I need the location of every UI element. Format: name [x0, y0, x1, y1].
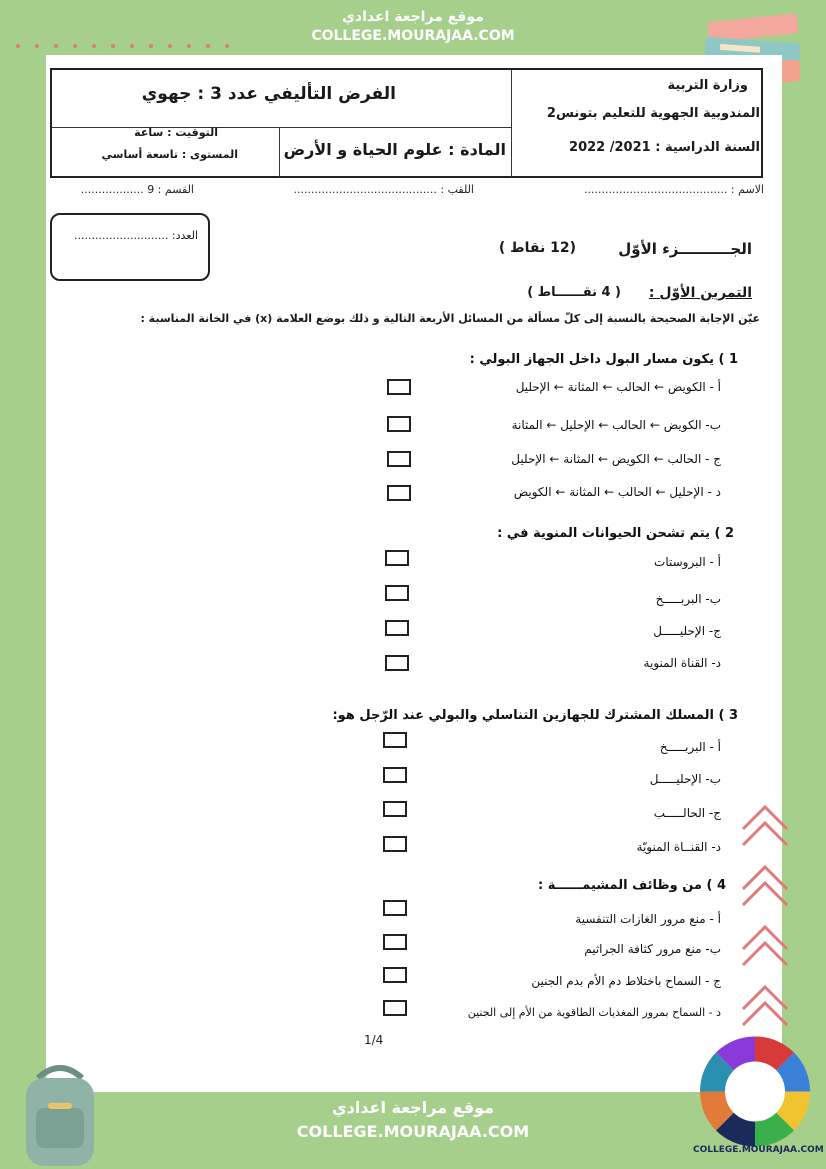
question-2-title: 2 ) يتم تشحن الحيوانات المنوية في :	[497, 526, 734, 541]
question-2-checkbox-c[interactable]	[385, 620, 409, 636]
question-1-title: 1 ) يكون مسار البول داخل الجهاز البولي :	[469, 352, 738, 367]
question-2-option-c: ج- الإحليـــــل	[653, 624, 721, 638]
logo-url: COLLEGE.MOURAJAA.COM	[693, 1145, 824, 1155]
exercise1-title: التمرين الأوّل :	[648, 285, 752, 301]
question-2-checkbox-b[interactable]	[385, 585, 409, 601]
school-year: السنة الدراسية : 2021/ 2022	[569, 140, 760, 155]
question-2-option-d: د- القناة المنوية	[643, 656, 721, 670]
level: المستوى : تاسعة أساسي	[101, 148, 238, 161]
question-4-checkbox-c[interactable]	[383, 967, 407, 983]
part1-title: الجــــــــــزء الأوّل	[618, 240, 752, 258]
question-4-checkbox-d[interactable]	[383, 1000, 407, 1016]
site-banner-bottom[interactable]	[273, 1096, 553, 1144]
question-4-option-b: ب- منع مرور كثافة الجراثيم	[584, 942, 721, 956]
question-3-checkbox-d[interactable]	[383, 836, 407, 852]
question-4-checkbox-b[interactable]	[383, 934, 407, 950]
question-1-option-c: ج - الحالب ← الكويض ← المثانة ← الإحليل	[511, 452, 721, 466]
backpack-icon	[8, 1058, 112, 1168]
student-name-field[interactable]: الاسم : .........................................	[584, 183, 764, 196]
question-4-checkbox-a[interactable]	[383, 900, 407, 916]
question-3-option-c: ج- الحالـــــب	[653, 806, 721, 820]
exam-paper	[46, 55, 782, 1092]
question-2-checkbox-d[interactable]	[385, 655, 409, 671]
question-3-checkbox-a[interactable]	[383, 732, 407, 748]
exercise1-points: ( 4 نقــــــاط )	[527, 285, 621, 300]
question-1-checkbox-d[interactable]	[387, 485, 411, 501]
question-1-checkbox-a[interactable]	[387, 379, 411, 395]
exam-title: الفرض التأليفي عدد 3 : جهوي	[141, 84, 396, 104]
question-4-option-c: ج - السماح باختلاط دم الأم بدم الجنين	[531, 974, 721, 988]
question-3-title: 3 ) المسلك المشترك للجهازين التناسلي والبولي عند الرّجل هو:	[332, 708, 738, 723]
question-4-option-d: د - السماح بمرور المغذيات الطاقوية من الأم إلى الجنين	[467, 1006, 721, 1019]
question-1-option-d: د - الإحليل ← الحالب ← المثانة ← الكويض	[513, 485, 721, 499]
part1-points: (12 نقاط )	[498, 240, 576, 256]
question-3-option-b: ب- الإحليـــــل	[649, 772, 721, 786]
question-3-option-d: د- القنــاة المنويّة	[636, 840, 721, 854]
directorate: المندوبية الجهوية للتعليم بتونس2	[546, 106, 760, 121]
site-url: COLLEGE.MOURAJAA.COM	[311, 28, 515, 44]
decorative-dots	[16, 44, 229, 48]
question-3-option-a: أ - البربـــــخ	[659, 740, 721, 754]
question-4-title: 4 ) من وظائف المشيمــــــة :	[538, 878, 726, 893]
grade-box	[50, 213, 210, 281]
question-1-option-a: أ - الكويض ← الحالب ← المثانة ← الإحليل	[515, 380, 721, 394]
site-url-bottom: COLLEGE.MOURAJAA.COM	[296, 1122, 530, 1141]
site-name-bottom: موقع مراجعة اعدادي	[331, 1098, 495, 1117]
question-2-option-b: ب- البربـــــخ	[655, 592, 721, 606]
site-logo[interactable]	[693, 1022, 824, 1162]
subject: المادة : علوم الحياة و الأرض	[283, 140, 506, 159]
question-1-checkbox-b[interactable]	[387, 416, 411, 432]
page-number: 1/4	[364, 1033, 384, 1047]
student-surname-field[interactable]: اللقب : .........................................	[293, 183, 474, 196]
question-3-checkbox-c[interactable]	[383, 801, 407, 817]
question-1-checkbox-c[interactable]	[387, 451, 411, 467]
question-4-option-a: أ - منع مرور الغازات التنفسية	[575, 912, 721, 926]
question-2-option-a: أ - البروستات	[654, 555, 721, 569]
duration: التوقيت : ساعة	[134, 126, 218, 139]
student-info	[52, 180, 764, 204]
exercise1-instruction: عيّن الإجابة الصحيحة بالنسبة إلى كلّ مسألة من المسائل الأربعة التالية و ذلك بوضع العلامة (x) في الخانة المناسبة :	[140, 312, 760, 325]
site-banner-top[interactable]	[283, 8, 543, 46]
student-class-field[interactable]: القسم : 9 ..................	[80, 183, 194, 196]
chevron-up-icon	[735, 855, 795, 915]
chevron-up-icon	[735, 795, 795, 855]
ministry: وزارة التربية	[667, 78, 748, 93]
site-name: موقع مراجعة اعدادي	[342, 9, 484, 25]
question-3-checkbox-b[interactable]	[383, 767, 407, 783]
grade-field[interactable]: العدد: ...........................	[74, 229, 198, 242]
question-1-option-b: ب- الكويض ← الحالب ← الإحليل ← المثانة	[511, 418, 721, 432]
chevron-up-icon	[735, 915, 795, 975]
question-2-checkbox-a[interactable]	[385, 550, 409, 566]
